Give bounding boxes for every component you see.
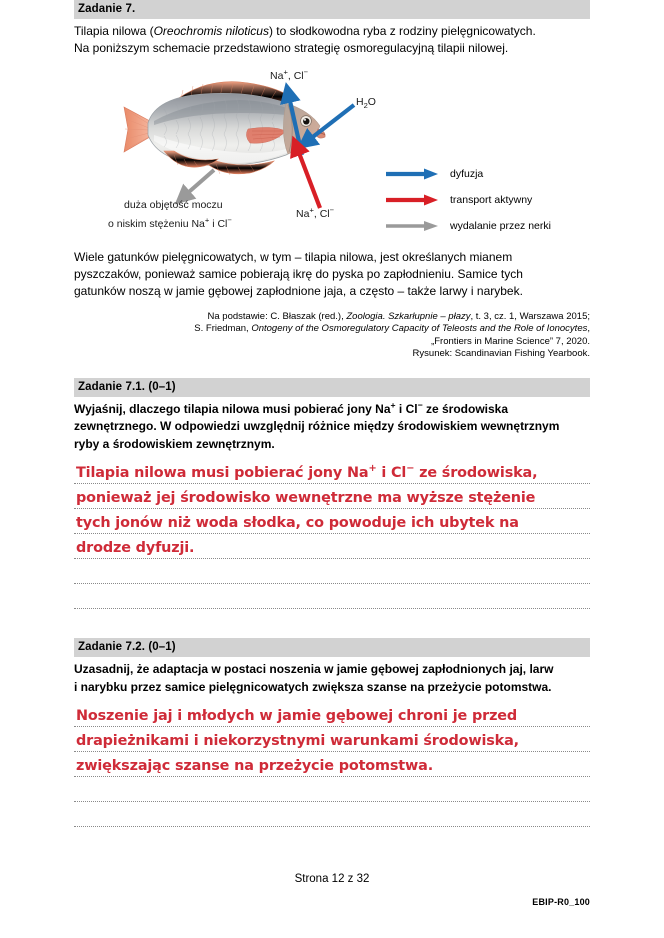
answer2-line-1[interactable] (74, 726, 590, 727)
answer-line-3[interactable] (74, 533, 590, 534)
citation-title-1: Zoologia. Szkarłupnie – płazy (346, 311, 471, 322)
task-7-1-prompt (74, 401, 590, 454)
legend-item-active-transport (384, 187, 590, 213)
legend-label-kidney-excretion: wydalanie przez nerki (450, 220, 551, 232)
label-ions-in: Na+, Cl− (296, 205, 335, 220)
label-ions-out: Na+, Cl− (270, 67, 309, 82)
prompt-7-1-line-3: ryby a środowiskiem zewnętrznym. (74, 436, 275, 451)
handwritten-answer2-line-1: Noszenie jaj i młodych w jamie gębowej chroni je przed (76, 708, 518, 725)
task-7-2-prompt (74, 661, 590, 696)
source-citation (74, 311, 590, 361)
task-7-2-answer-area[interactable] (74, 702, 590, 832)
intro-text-part-1: Tilapia nilowa ( (74, 24, 154, 38)
handwritten-answer2-line-3: zwiększając szanse na przeżycie potomstwa. (76, 758, 434, 775)
answer-line-1[interactable] (74, 483, 590, 484)
task-7-1-header: Zadanie 7.1. (0–1) (74, 378, 590, 397)
task-7-header: Zadanie 7. (74, 0, 590, 19)
intro-text-part-2: ) to słodkowodna ryba z rodziny pielęgnicowatych. (268, 24, 536, 38)
osmoregulation-diagram (74, 65, 590, 245)
handwritten-answer2-line-2: drapieżnikami i niekorzystnymi warunkami środowiska, (76, 733, 519, 750)
prompt-7-1-line-2: zewnętrznego. W odpowiedzi uwzględnij różnice między środowiskiem wewnętrznym (74, 419, 560, 434)
legend-item-diffusion (384, 161, 590, 187)
intro-text-line-2: Na poniższym schemacie przedstawiono strategię osmoregulacyjną tilapii nilowej. (74, 41, 509, 55)
body-line-1: Wiele gatunków pielęgnicowatych, w tym – tilapia nilowa, jest określanych mianem (74, 250, 513, 264)
citation-title-2: Ontogeny of the Osmoregulatory Capacity of Teleosts and the Role of Ionocytes (251, 323, 588, 335)
prompt-7-1-part-a: Wyjaśnij, dlaczego tilapia nilowa musi pobierać jony Na (74, 401, 391, 416)
task-7-intro (74, 23, 590, 57)
diagram-legend (384, 161, 590, 239)
blue-arrow-icon (384, 167, 440, 181)
answer-line-2[interactable] (74, 508, 590, 509)
citation-line-2a: S. Friedman, (194, 323, 252, 335)
answer2-line-3[interactable] (74, 776, 590, 777)
answer2-line-4[interactable] (74, 801, 590, 802)
species-latin-name: Oreochromis niloticus (153, 24, 269, 38)
document-code: EBIP-R0_100 (532, 897, 590, 907)
page-content (74, 0, 590, 832)
citation-line-1b: , t. 3, cz. 1, Warszawa 2015; (470, 311, 590, 322)
body-line-2: pyszczaków, ponieważ samice pobierają ikrę do pyska po zapłodnieniu. Samice tych (74, 267, 523, 281)
legend-label-active-transport: transport aktywny (450, 194, 533, 206)
gray-arrow-icon (384, 219, 440, 233)
label-urine-concentration: o niskim stężeniu Na+ i Cl− (108, 215, 232, 230)
answer2-line-2[interactable] (74, 751, 590, 752)
handwritten-answer-line-1: Tilapia nilowa musi pobierać jony Na+ i Cl− ze środowiska, (76, 463, 538, 482)
answer-line-5[interactable] (74, 583, 590, 584)
superscript-minus-1: − (417, 399, 423, 410)
handwritten-answer-line-2: ponieważ jej środowisko wewnętrzne ma wyższe stężenie (76, 490, 536, 507)
handwritten-answer-line-4: drodze dyfuzji. (76, 540, 195, 557)
citation-line-1a: Na podstawie: C. Błaszak (red.), (207, 311, 347, 322)
prompt-7-2-line-1: Uzasadnij, że adaptacja w postaci noszenia w jamie gębowej zapłodnionych jaj, larw (74, 662, 554, 677)
citation-line-2b: , (587, 323, 590, 335)
label-water-in: $H_2O$ (356, 96, 376, 111)
task-7-body-text (74, 249, 590, 300)
citation-line-4: Rysunek: Scandinavian Fishing Yearbook. (412, 348, 590, 360)
task-7-1-answer-area[interactable] (74, 459, 590, 614)
answer-line-6[interactable] (74, 608, 590, 609)
citation-line-3: „Frontiers in Marine Science” 7, 2020. (431, 335, 590, 347)
answer-line-4[interactable] (74, 558, 590, 559)
body-line-3: gatunków noszą w jamie gębowej zapłodnione jaja, a często – także larwy i narybek. (74, 284, 523, 298)
answer2-line-5[interactable] (74, 826, 590, 827)
label-urine-volume: duża objętość moczu (124, 199, 223, 211)
red-arrow-icon (384, 193, 440, 207)
task-7-2-header: Zadanie 7.2. (0–1) (74, 638, 590, 657)
legend-item-kidney-excretion (384, 213, 590, 239)
page-number: Strona 12 z 32 (294, 873, 370, 885)
prompt-7-2-line-2: i narybku przez samice pielęgnicowatych zwiększa szanse na przeżycie potomstwa. (74, 679, 552, 694)
handwritten-answer-line-3: tych jonów niż woda słodka, co powoduje ich ubytek na (76, 515, 519, 532)
prompt-7-1-part-b: ze środowiska (422, 401, 509, 416)
prompt-7-1-mid: i Cl (395, 401, 418, 416)
superscript-plus-1: + (390, 399, 396, 410)
legend-label-diffusion: dyfuzja (450, 168, 484, 180)
